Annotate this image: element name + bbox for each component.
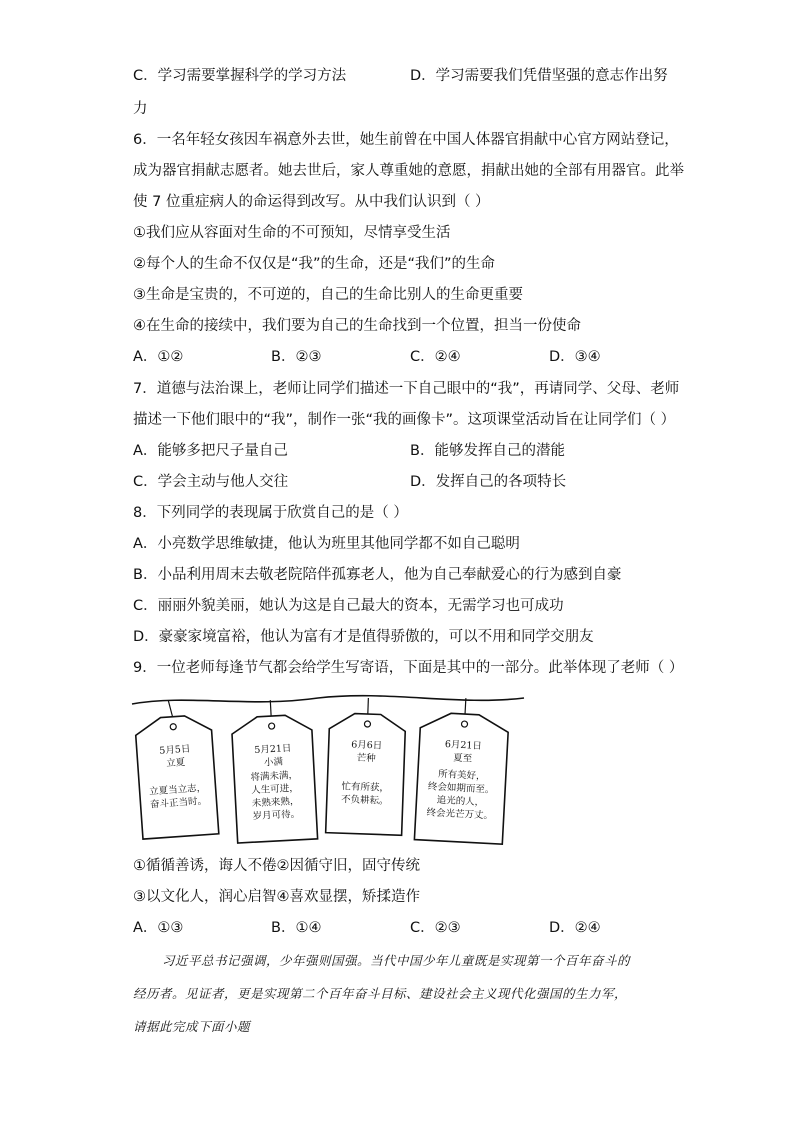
q8-option-d: D．豪豪家境富裕，他认为富有才是值得骄傲的，可以不用和同学交朋友: [133, 629, 594, 645]
card-4-line-3: 追光的人，: [436, 794, 485, 809]
q6-statement-4: ④在生命的接续中，我们要为自己的生命找到一个位置，担当一份使命: [133, 318, 581, 334]
q9-option-d: D．②④: [549, 920, 601, 936]
q7-option-c: C．学会主动与他人交往: [133, 474, 289, 490]
card-lixia: [134, 698, 219, 839]
q7-option-d: D．发挥自己的各项特长: [410, 474, 567, 490]
q7-stem-line-1: 7．道德与法治课上，老师让同学们描述一下自己眼中的“我”，再请同学、父母、老师: [133, 381, 680, 397]
card-4-line-4: 终会光芒万丈。: [426, 807, 494, 822]
q9-option-a: A．①③: [133, 920, 184, 936]
q9-option-b: B．①④: [271, 920, 322, 936]
card-1-line-1: 立夏当立志，: [148, 782, 207, 798]
card-2-date: 5月21日: [254, 743, 292, 756]
q8-option-c: C．丽丽外貌美丽，她认为这是自己最大的资本，无需学习也可成功: [133, 598, 564, 614]
q6-option-c: C．②④: [410, 349, 461, 365]
card-2-term: 小满: [263, 756, 284, 769]
passage-line-2: 经历者。见证者，更是实现第二个百年奋斗目标、建设社会主义现代化强国的生力军，: [133, 986, 628, 1001]
card-1-date: 5月5日: [158, 743, 191, 757]
card-3-line-1: 忙有所获，: [341, 781, 390, 794]
q6-statement-1: ①我们应从容面对生命的不可预知，尽情享受生活: [133, 225, 451, 241]
card-4-date: 6月21日: [444, 739, 483, 753]
q6-stem-line-2: 成为器官捐献志愿者。她去世后，家人尊重她的意愿，捐献出她的全部有用器官。此举: [133, 163, 684, 179]
q6-statement-2: ②每个人的生命不仅仅是“我”的生命，还是“我们”的生命: [133, 256, 496, 272]
card-2-line-3: 未熟来熟，: [251, 795, 300, 810]
q9-statement-1: ①循循善诱，诲人不倦②因循守旧，固守传统: [133, 858, 420, 874]
card-4-line-1: 所有美好，: [437, 768, 486, 783]
q7-stem-line-2: 描述一下他们眼中的“我”，制作一张“我的画像卡”。这项课堂活动旨在让同学们（ ）: [133, 412, 676, 428]
card-3-line-2: 不负耕耘。: [340, 794, 389, 807]
q5-option-d: D．学习需要我们凭借坚强的意志作出努: [410, 68, 668, 84]
card-1-term: 立夏: [165, 756, 186, 770]
q6-option-b: B．②③: [271, 349, 322, 365]
card-2-line-2: 人生可进，: [250, 782, 299, 797]
card-2-line-1: 将满未满，: [250, 769, 299, 784]
q8-stem: 8．下列同学的表现属于欣赏自己的是（ ）: [133, 505, 408, 521]
q7-option-a: A．能够多把尺子量自己: [133, 443, 288, 459]
q7-option-b: B．能够发挥自己的潜能: [410, 443, 565, 459]
q8-option-b: B．小品利用周末去敬老院陪伴孤寡老人，他为自己奉献爱心的行为感到自豪: [133, 567, 622, 583]
q8-option-a: A．小亮数学思维敏捷，他认为班里其他同学都不如自己聪明: [133, 536, 520, 552]
q6-option-a: A．①②: [133, 349, 184, 365]
q9-option-c: C．②③: [410, 920, 461, 936]
q9-statement-2: ③以文化人，润心启智④喜欢显摆，矫揉造作: [133, 889, 420, 905]
card-xiaoman: [230, 698, 317, 843]
card-mangzhong: [326, 697, 407, 836]
q6-stem-line-1: 6．一名年轻女孩因车祸意外去世，她生前曾在中国人体器官捐献中心官方网站登记，: [133, 132, 679, 148]
q6-option-d: D．③④: [549, 349, 601, 365]
q5-option-c: C．学习需要掌握科学的学习方法: [133, 68, 347, 84]
card-4-term: 夏至: [452, 752, 473, 765]
passage-line-1: 习近平总书记强调，少年强则国强。当代中国少年儿童既是实现第一个百年奋斗的: [162, 953, 631, 968]
card-4-line-2: 终会如期而至。: [427, 781, 495, 796]
q6-stem-line-3: 使 7 位重症病人的命运得到改写。从中我们认识到（ ）: [133, 194, 490, 210]
card-2-line-4: 岁月可待。: [252, 808, 301, 823]
card-3-date: 6月6日: [350, 739, 383, 752]
q9-stem: 9．一位老师每逢节气都会给学生写寄语，下面是其中的一部分。此举体现了老师（ ）: [133, 660, 684, 676]
card-xiazhi: [414, 696, 509, 844]
q6-statement-3: ③生命是宝贵的，不可逆的，自己的生命比别人的生命更重要: [133, 287, 523, 303]
card-1-line-2: 奋斗正当时。: [149, 795, 208, 811]
q5-option-d-wrap: 力: [133, 101, 148, 117]
passage-line-3: 请据此完成下面小题: [133, 1019, 251, 1034]
solar-term-cards-illustration: [128, 686, 528, 846]
card-3-term: 芒种: [356, 752, 376, 765]
